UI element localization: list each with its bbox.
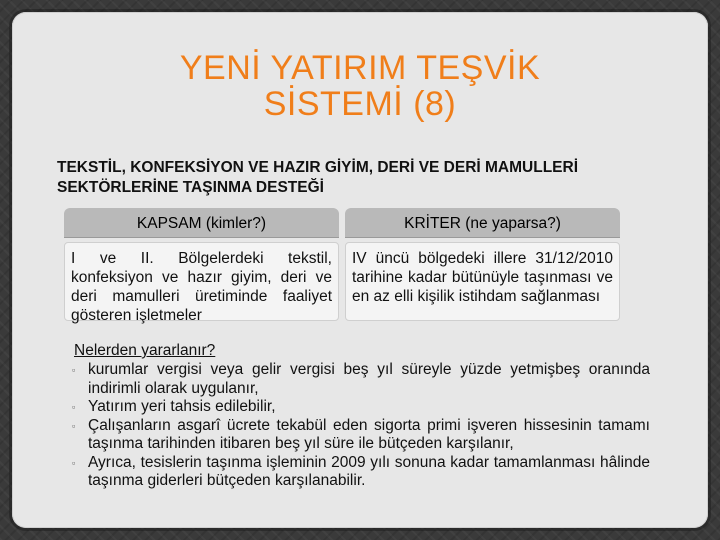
list-item xyxy=(72,361,650,398)
scope-criteria-table xyxy=(64,208,620,324)
list-item-text: Yatırım yeri tahsis edilebilir, xyxy=(88,398,276,415)
table-header-criteria: KRİTER (ne yaparsa?) xyxy=(345,208,620,238)
table-cell-criteria: IV üncü bölgedeki illere 31/12/2010 tarihine kadar bütünüyle taşınması ve en az elli kişilik istihdam sağlanması xyxy=(345,242,620,321)
table-cell-scope: I ve II. Bölgelerdeki tekstil, konfeksiyon ve hazır giyim, deri ve deri mamulleri üretiminde faaliyet gösteren işletmeler xyxy=(64,242,339,321)
list-item-text: kurumlar vergisi veya gelir vergisi beş yıl süreyle yüzde yetmişbeş oranında indirimli olarak uygulanır, xyxy=(88,361,650,397)
slide-title-line-2: SİSTEMİ (8) xyxy=(263,85,457,123)
benefits-heading: Nelerden yararlanır? xyxy=(74,342,216,359)
bullet-icon: ▫ xyxy=(72,402,76,412)
benefits-list xyxy=(72,361,650,491)
list-item xyxy=(72,398,650,417)
table-header-scope: KAPSAM (kimler?) xyxy=(64,208,339,238)
slide-title xyxy=(12,50,708,122)
bullet-icon: ▫ xyxy=(72,420,76,431)
bullet-icon: ▫ xyxy=(72,457,76,468)
list-item-text: Ayrıca, tesislerin taşınma işleminin 2009 yılı sonuna kadar tamamlanması hâlinde taşınma giderleri bütçeden karşılanabilir. xyxy=(88,453,650,489)
list-item xyxy=(72,454,650,491)
bullet-icon: ▫ xyxy=(72,365,76,375)
slide-panel xyxy=(12,12,708,528)
slide-subtitle: TEKSTİL, KONFEKSİYON VE HAZIR GİYİM, DERİ VE DERİ MAMULLERİ SEKTÖRLERİNE TAŞINMA DESTEĞİ xyxy=(57,159,578,196)
list-item-text: Çalışanların asgarî ücrete tekabül eden sigorta primi işveren hissesinin tamamı taşınma tarihinden itibaren beş yıl süre ile bütçeden karşılanır, xyxy=(88,416,650,452)
list-item xyxy=(72,417,650,454)
slide-title-line-1: YENİ YATIRIM TEŞVİK xyxy=(179,49,541,87)
